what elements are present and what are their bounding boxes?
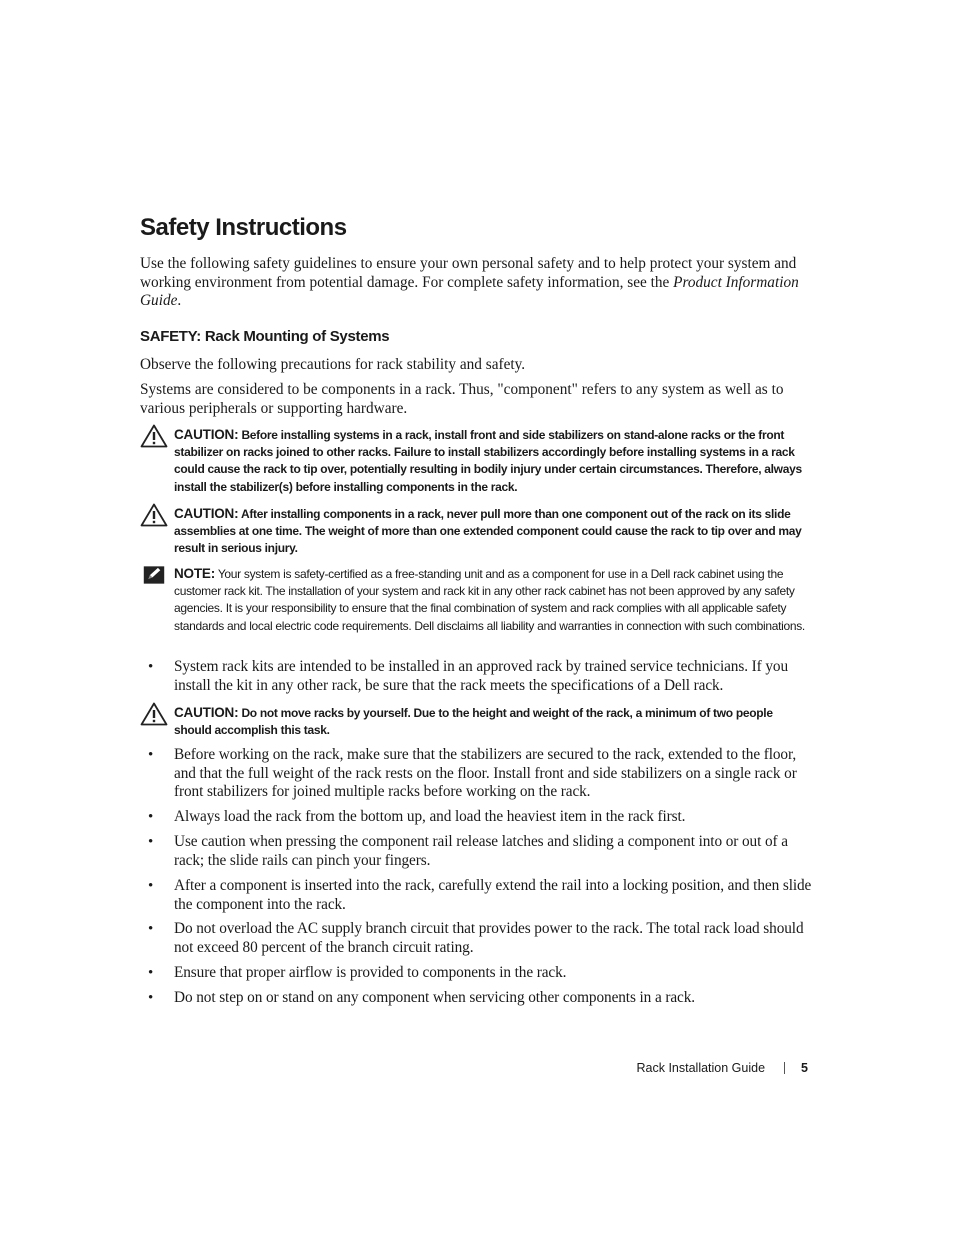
list-item xyxy=(140,989,812,1008)
note-notice xyxy=(140,565,812,635)
list-item-text: System rack kits are intended to be installed in an approved rack by trained service technicians. If you install the kit in any other rack, be sure that the rack meets the specifications of a Dell rack. xyxy=(174,658,789,694)
list-item xyxy=(140,920,812,957)
list-item-text: Do not overload the AC supply branch circuit that provides power to the rack. The total rack load should not exceed 80 percent of the branch circuit rating. xyxy=(174,920,804,956)
page-title: Safety Instructions xyxy=(140,214,347,241)
page-footer xyxy=(637,1061,809,1075)
intro-paragraph xyxy=(140,255,812,311)
caution-triangle-icon xyxy=(140,424,168,448)
note-body: Your system is safety-certified as a free-standing unit and as a component for use in a Dell rack cabinet using the customer rack kit. The installation of your system and rack kit in any other rack cabinet has not been approved by any safety agencies. It is your responsibility to ensure that the final combination of system and rack complies with all applicable safety standards and local electric code requirements. Dell disclaims all liability and warranties in connection with such combinations. xyxy=(174,567,805,633)
caution-3-body: Do not move racks by yourself. Due to the height and weight of the rack, a minimum of two people should accomplish this task. xyxy=(174,706,773,738)
list-item-text: Ensure that proper airflow is provided to components in the rack. xyxy=(174,964,567,981)
list-item-text: Use caution when pressing the component rail release latches and sliding a component into or out of a rack; the slide rails can pinch your fingers. xyxy=(174,833,788,869)
bullet-marker: • xyxy=(148,747,154,763)
list-item xyxy=(140,833,812,870)
caution-notice-3 xyxy=(140,704,812,739)
list-item-text: Before working on the rack, make sure that the stabilizers are secured to the rack, extended to the floor, and that the full weight of the rack rests on the floor. Install front and side stabilizers on a single rack or front stabilizers for joined multiple racks before working on the rack. xyxy=(174,746,797,800)
bullet-marker: • xyxy=(148,921,154,937)
page-number: 5 xyxy=(801,1061,808,1075)
list-item xyxy=(140,808,812,827)
caution-triangle-icon xyxy=(140,702,168,726)
bullet-marker: • xyxy=(148,965,154,981)
caution-triangle-icon xyxy=(140,503,168,527)
caution-1-text xyxy=(174,426,812,496)
list-item-text: Do not step on or stand on any component when servicing other components in a rack. xyxy=(174,989,696,1006)
caution-2-label: CAUTION: xyxy=(174,506,239,521)
caution-1-body: Before installing systems in a rack, install front and side stabilizers on stand-alone racks or the front stabilizer on racks joined to other racks. Failure to install stabilizers accordingly before installing systems in a rack could cause the rack to tip over, potentially resulting in bodily injury under certain circumstances. Therefore, always install the stabilizer(s) before installing components in the rack. xyxy=(174,428,802,494)
note-text xyxy=(174,565,812,635)
bullet-marker: • xyxy=(148,990,154,1006)
bullet-marker: • xyxy=(148,809,154,825)
bullet-marker: • xyxy=(148,878,154,894)
caution-2-body: After installing components in a rack, never pull more than one component out of the rack on its slide assemblies at one time. The weight of more than one extended component could cause the rack to tip over and may result in serious injury. xyxy=(174,507,802,556)
list-item-text: After a component is inserted into the rack, carefully extend the rail into a locking position, and then slide the component into the rack. xyxy=(174,877,812,913)
section-paragraph-1: Observe the following precautions for rack stability and safety. xyxy=(140,356,526,373)
intro-guide-reference: Product Information Guide xyxy=(140,273,799,309)
caution-3-text xyxy=(174,704,812,739)
caution-2-text xyxy=(174,505,812,558)
bullet-marker: • xyxy=(148,834,154,850)
intro-end: . xyxy=(177,292,182,309)
list-item-text: Always load the rack from the bottom up, and load the heaviest item in the rack first. xyxy=(174,808,686,825)
intro-text: Use the following safety guidelines to ensure your own personal safety and to help protect your system and working environment from potential damage. For complete safety information, see the xyxy=(140,255,797,291)
caution-1-label: CAUTION: xyxy=(174,427,239,442)
list-item xyxy=(140,964,812,983)
footer-separator xyxy=(784,1062,785,1074)
note-pencil-icon xyxy=(143,565,165,585)
note-label: NOTE: xyxy=(174,566,215,581)
caution-3-label: CAUTION: xyxy=(174,705,239,720)
caution-notice-2 xyxy=(140,505,812,558)
caution-notice-1 xyxy=(140,426,812,496)
bullet-marker: • xyxy=(148,659,154,675)
list-item xyxy=(140,746,812,802)
list-item xyxy=(140,877,812,914)
section-paragraph-2: Systems are considered to be components in a rack. Thus, "component" refers to any system as well as to various peripherals or supporting hardware. xyxy=(140,381,784,417)
footer-guide-title: Rack Installation Guide xyxy=(636,1061,766,1075)
list-item xyxy=(140,658,812,695)
section-heading: SAFETY: Rack Mounting of Systems xyxy=(140,328,390,345)
